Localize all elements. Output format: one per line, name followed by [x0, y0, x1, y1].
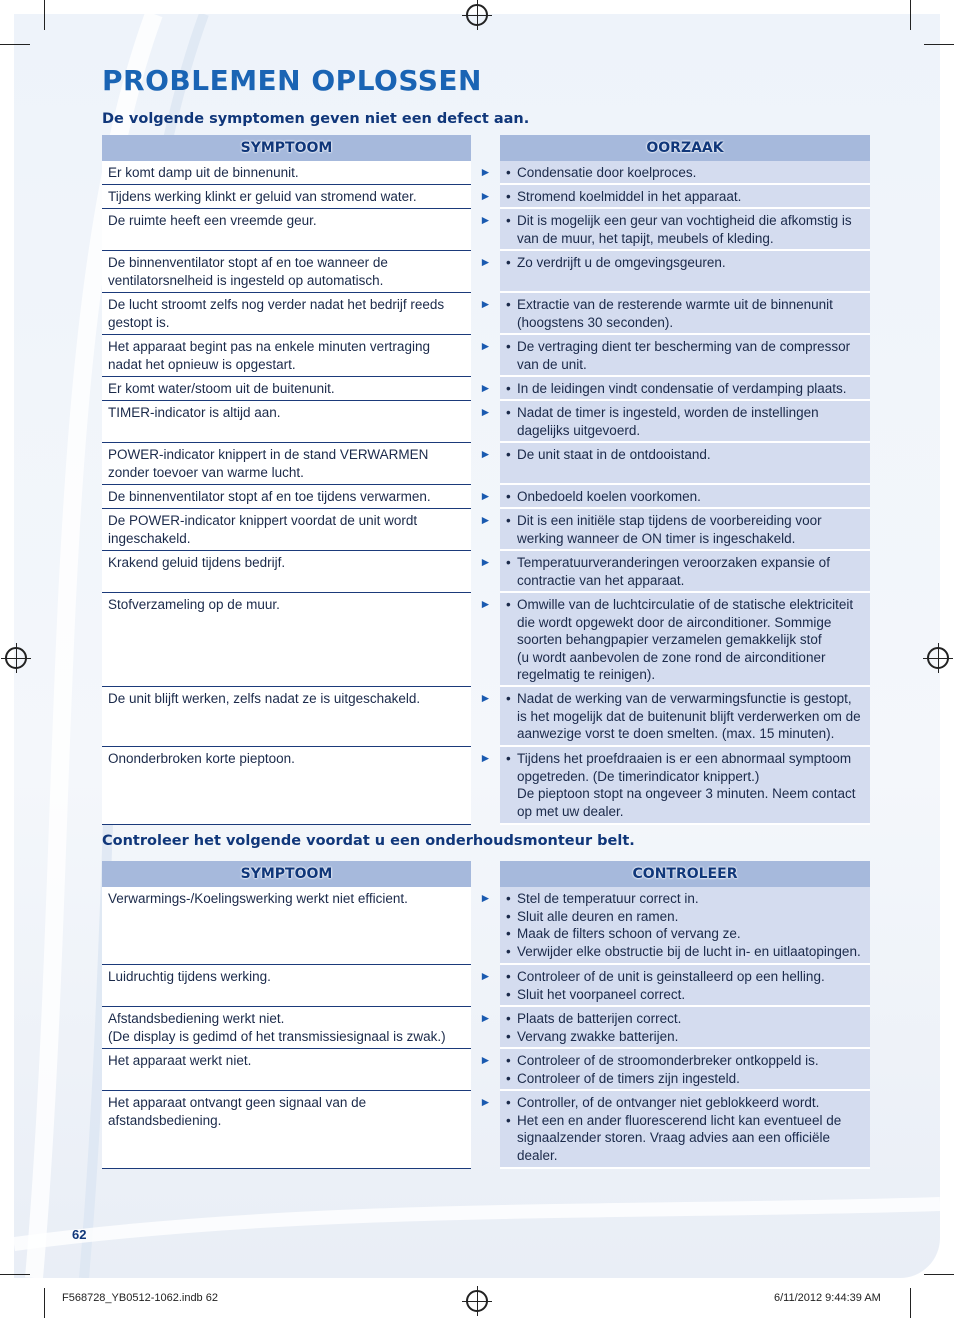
arrow-right-icon: ►: [479, 597, 492, 611]
cause-item: • Het een en ander fluorescerend licht kan eventueel de signaalzender storen. Vraag advies aan een officiële dealer.: [506, 1112, 864, 1165]
table-row: [102, 443, 870, 485]
cause-cell: [500, 335, 870, 377]
cause-cell: [500, 293, 870, 335]
symptom-cell: Ononderbroken korte pieptoon.: [102, 747, 471, 825]
cause-list: [506, 446, 864, 464]
cause-list: [506, 380, 864, 398]
cause-cell: [500, 1091, 870, 1169]
cause-cell: [500, 185, 870, 209]
cause-cell: [500, 687, 870, 747]
header-check: CONTROLEER: [500, 861, 870, 887]
symptom-cell: Krakend geluid tijdens bedrijf.: [102, 551, 471, 593]
table-header: [102, 135, 870, 161]
table-row: [102, 209, 870, 251]
crop-mark: [910, 1288, 911, 1318]
arrow-right-icon: ►: [479, 189, 492, 203]
symptom-cell: De binnenventilator stopt af en toe wanneer de ventilatorsnelheid is ingesteld op automatisch.: [102, 251, 471, 293]
cause-cell: [500, 551, 870, 593]
cause-cell: [500, 443, 870, 485]
arrow-right-icon: ►: [479, 1011, 492, 1025]
section2-subtitle: Controleer het volgende voordat u een onderhoudsmonteur belt.: [102, 833, 635, 849]
symptom-cell: De POWER-indicator knippert voordat de unit wordt ingeschakeld.: [102, 509, 471, 551]
crop-mark: [44, 1288, 45, 1318]
table-row: [102, 293, 870, 335]
table-row: [102, 335, 870, 377]
cause-list: [506, 1052, 864, 1087]
cause-item: • De unit staat in de ontdooistand.: [506, 446, 864, 464]
table-body: [102, 887, 870, 1169]
cause-item: • Nadat de timer is ingesteld, worden de instellingen dagelijks uitgevoerd.: [506, 404, 864, 439]
cause-cell: [500, 485, 870, 509]
symptom-cell: POWER-indicator knippert in de stand VERWARMEN zonder toevoer van warme lucht.: [102, 443, 471, 485]
cause-item: • Maak de filters schoon of vervang ze.: [506, 925, 864, 943]
arrow-right-icon: ►: [479, 165, 492, 179]
symptom-cell: Het apparaat werkt niet.: [102, 1049, 471, 1091]
arrow-right-icon: ►: [479, 969, 492, 983]
crop-mark: [924, 44, 954, 45]
cause-cell: [500, 161, 870, 185]
crop-mark: [924, 1274, 954, 1275]
arrow-right-icon: ►: [479, 1095, 492, 1109]
cause-item: • Onbedoeld koelen voorkomen.: [506, 488, 864, 506]
cause-item: • Dit is een initiële stap tijdens de voorbereiding voor werking wanneer de ON timer is ingeschakeld.: [506, 512, 864, 547]
symptom-cell: Het apparaat begint pas na enkele minuten vertraging nadat het opnieuw is opgestart.: [102, 335, 471, 377]
cause-cell: [500, 377, 870, 401]
table-row: [102, 509, 870, 551]
cause-item: • Stromend koelmiddel in het apparaat.: [506, 188, 864, 206]
cause-list: [506, 164, 864, 182]
cause-item: • Controleer of de stroomonderbreker ontkoppeld is.: [506, 1052, 864, 1070]
cause-cell: [500, 1049, 870, 1091]
symptom-cell: TIMER-indicator is altijd aan.: [102, 401, 471, 443]
arrow-right-icon: ►: [479, 297, 492, 311]
table-row: [102, 687, 870, 747]
table-row: [102, 887, 870, 965]
crop-mark: [0, 44, 30, 45]
cause-item: • Plaats de batterijen correct.: [506, 1010, 864, 1028]
cause-cell: [500, 509, 870, 551]
crop-mark: [0, 1274, 30, 1275]
arrow-right-icon: ►: [479, 447, 492, 461]
table-row: [102, 965, 870, 1007]
symptom-cell: Verwarmings-/Koelingswerking werkt niet efficient.: [102, 887, 471, 965]
arrow-right-icon: ►: [479, 213, 492, 227]
page-title: PROBLEMEN OPLOSSEN: [102, 64, 482, 97]
cause-list: [506, 512, 864, 547]
cause-list: [506, 488, 864, 506]
table-body: [102, 161, 870, 825]
symptom-cell: De unit blijft werken, zelfs nadat ze is uitgeschakeld.: [102, 687, 471, 747]
cause-list: [506, 1094, 864, 1164]
table-row: [102, 593, 870, 687]
cause-item: • Sluit alle deuren en ramen.: [506, 908, 864, 926]
cause-list: [506, 1010, 864, 1045]
table-row: [102, 251, 870, 293]
cause-item: • Nadat de werking van de verwarmingsfunctie is gestopt, is het mogelijk dat de buitenunit blijft verderwerken om de aanwezige vorst te doen smelten. (max. 15 minuten).: [506, 690, 864, 743]
arrow-right-icon: ►: [479, 513, 492, 527]
cause-item: • Tijdens het proefdraaien is er een abnormaal symptoom opgetreden. (De timerindicator knippert.): [506, 750, 864, 785]
symptom-cell: De lucht stroomt zelfs nog verder nadat het bedrijf reeds gestopt is.: [102, 293, 471, 335]
cause-list: [506, 254, 864, 272]
footer-file: F568728_YB0512-1062.indb 62: [62, 1292, 218, 1304]
cause-item: • Dit is mogelijk een geur van vochtigheid die afkomstig is van de muur, het tapijt, meubels of kleding.: [506, 212, 864, 247]
table-row: [102, 1091, 870, 1169]
arrow-right-icon: ►: [479, 381, 492, 395]
cause-cell: [500, 401, 870, 443]
registration-mark-icon: [5, 647, 27, 669]
arrow-right-icon: ►: [479, 1053, 492, 1067]
table-row: [102, 185, 870, 209]
cause-cell: [500, 251, 870, 293]
page-number: 62: [72, 1227, 87, 1242]
symptom-cell: De ruimte heeft een vreemde geur.: [102, 209, 471, 251]
header-symptom: SYMPTOOM: [102, 861, 471, 887]
cause-list: [506, 212, 864, 247]
cause-list: [506, 554, 864, 589]
symptom-cell: Er komt water/stoom uit de buitenunit.: [102, 377, 471, 401]
cause-cell: [500, 887, 870, 965]
cause-cell: [500, 593, 870, 687]
symptom-cell: Het apparaat ontvangt geen signaal van de afstandsbediening.: [102, 1091, 471, 1169]
cause-cell: [500, 1007, 870, 1049]
cause-item: (u wordt aanbevolen de zone rond de airconditioner regelmatig te reinigen).: [517, 649, 826, 682]
arrow-right-icon: ►: [479, 691, 492, 705]
table-row: [102, 401, 870, 443]
cause-list: [506, 404, 864, 439]
table-row: [102, 485, 870, 509]
cause-item: • Zo verdrijft u de omgevingsgeuren.: [506, 254, 864, 272]
cause-list: [506, 296, 864, 331]
cause-item: • Sluit het voorpaneel correct.: [506, 986, 864, 1004]
cause-item: • Temperatuurveranderingen veroorzaken expansie of contractie van het apparaat.: [506, 554, 864, 589]
section1-subtitle: De volgende symptomen geven niet een defect aan.: [102, 111, 530, 127]
arrow-right-icon: ►: [479, 405, 492, 419]
symptom-cell: Afstandsbediening werkt niet. (De display is gedimd of het transmissiesignaal is zwak.): [102, 1007, 471, 1049]
cause-item: • Omwille van de luchtcirculatie of de statische elektriciteit die wordt opgewekt door de airconditioner. Sommige soorten behangpapier verzamelen gemakkelijk stof: [506, 596, 864, 649]
cause-list: [506, 750, 864, 820]
table-row: [102, 377, 870, 401]
registration-mark-icon: [466, 1290, 488, 1312]
symptom-cell: Stofverzameling op de muur.: [102, 593, 471, 687]
cause-item: • Condensatie door koelproces.: [506, 164, 864, 182]
cause-item: • Verwijder elke obstructie bij de lucht in- en uitlaatopingen.: [506, 943, 864, 961]
table-row: [102, 1049, 870, 1091]
cause-cell: [500, 209, 870, 251]
check-table: [102, 861, 870, 1169]
cause-item: • Controleer of de unit is geinstalleerd op een helling.: [506, 968, 864, 986]
crop-mark: [44, 0, 45, 30]
cause-item: • De vertraging dient ter bescherming van de compressor van de unit.: [506, 338, 864, 373]
cause-list: [506, 596, 864, 684]
cause-cell: [500, 965, 870, 1007]
arrow-right-icon: ►: [479, 339, 492, 353]
cause-item: • Vervang zwakke batterijen.: [506, 1028, 864, 1046]
arrow-right-icon: ►: [479, 555, 492, 569]
cause-list: [506, 890, 864, 960]
symptoms-table: [102, 135, 870, 825]
cause-item: • Stel de temperatuur correct in.: [506, 890, 864, 908]
cause-list: [506, 188, 864, 206]
arrow-right-icon: ►: [479, 255, 492, 269]
header-cause: OORZAAK: [500, 135, 870, 161]
cause-item: De pieptoon stopt na ongeveer 3 minuten. Neem contact op met uw dealer.: [517, 786, 856, 819]
table-row: [102, 551, 870, 593]
registration-mark-icon: [466, 4, 488, 26]
table-row: [102, 161, 870, 185]
symptom-cell: Tijdens werking klinkt er geluid van stromend water.: [102, 185, 471, 209]
footer-timestamp: 6/11/2012 9:44:39 AM: [774, 1292, 881, 1304]
crop-mark: [910, 0, 911, 30]
cause-item: • Extractie van de resterende warmte uit de binnenunit (hoogstens 30 seconden).: [506, 296, 864, 331]
cause-cell: [500, 747, 870, 825]
table-header: [102, 861, 870, 887]
cause-item: • Controller, of de ontvanger niet geblokkeerd wordt.: [506, 1094, 864, 1112]
symptom-cell: Er komt damp uit de binnenunit.: [102, 161, 471, 185]
cause-list: [506, 338, 864, 373]
header-symptom: SYMPTOOM: [102, 135, 471, 161]
arrow-right-icon: ►: [479, 891, 492, 905]
cause-list: [506, 968, 864, 1003]
cause-item: • In de leidingen vindt condensatie of verdamping plaats.: [506, 380, 864, 398]
arrow-right-icon: ►: [479, 751, 492, 765]
arrow-right-icon: ►: [479, 489, 492, 503]
symptom-cell: De binnenventilator stopt af en toe tijdens verwarmen.: [102, 485, 471, 509]
cause-item: • Controleer of de timers zijn ingesteld.: [506, 1070, 864, 1088]
table-row: [102, 1007, 870, 1049]
cause-list: [506, 690, 864, 743]
table-row: [102, 747, 870, 825]
registration-mark-icon: [927, 647, 949, 669]
symptom-cell: Luidruchtig tijdens werking.: [102, 965, 471, 1007]
